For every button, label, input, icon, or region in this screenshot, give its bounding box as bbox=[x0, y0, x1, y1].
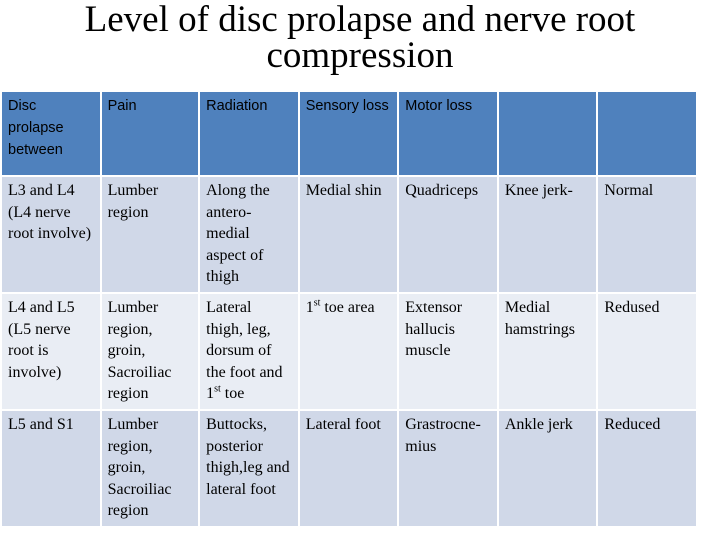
nerve-root-table bbox=[0, 90, 698, 528]
slide-title-line-2: compression bbox=[266, 35, 454, 76]
cell-pain: Lumber region bbox=[102, 177, 199, 292]
cell-motor-loss: Extensor hallucis muscle bbox=[399, 294, 497, 409]
cell-reflex: Medial hamstrings bbox=[499, 294, 597, 409]
header-reflex bbox=[499, 92, 597, 175]
header-radiation: Radiation bbox=[200, 92, 298, 175]
table-row bbox=[2, 411, 696, 526]
cell-reflex: Knee jerk- bbox=[499, 177, 597, 292]
sensory-text-end: toe area bbox=[320, 298, 375, 316]
cell-sensory-loss: Medial shin bbox=[300, 177, 398, 292]
cell-status: Normal bbox=[598, 177, 696, 292]
ordinal-suffix: st bbox=[313, 297, 321, 309]
cell-level: L3 and L4 (L4 nerve root involve) bbox=[2, 177, 100, 292]
cell-pain: Lumber region, groin, Sacroiliac region bbox=[102, 294, 199, 409]
cell-sensory-loss: Lateral foot bbox=[300, 411, 398, 526]
cell-radiation bbox=[200, 294, 298, 409]
cell-pain: Lumber region, groin, Sacroiliac region bbox=[102, 411, 199, 526]
cell-radiation: Along the antero-medial aspect of thigh bbox=[200, 177, 298, 292]
header-sensory-loss: Sensory loss bbox=[300, 92, 398, 175]
cell-motor-loss: Quadriceps bbox=[399, 177, 497, 292]
cell-sensory-loss bbox=[300, 294, 398, 409]
header-pain: Pain bbox=[102, 92, 199, 175]
radiation-text-end: toe bbox=[220, 385, 245, 403]
cell-radiation: Buttocks, posterior thigh,leg and lateral foot bbox=[200, 411, 298, 526]
cell-motor-loss: Grastrocne-mius bbox=[399, 411, 497, 526]
cell-reflex: Ankle jerk bbox=[499, 411, 597, 526]
table-header-row bbox=[2, 92, 696, 175]
sensory-text: 1 bbox=[305, 298, 314, 316]
ordinal-suffix: st bbox=[214, 384, 221, 396]
cell-level: L5 and S1 bbox=[2, 411, 100, 526]
cell-level: L4 and L5 (L5 nerve root is involve) bbox=[2, 294, 100, 409]
table-row bbox=[2, 177, 696, 292]
cell-status: Redused bbox=[598, 294, 696, 409]
table-row bbox=[2, 294, 696, 409]
header-motor-loss: Motor loss bbox=[399, 92, 497, 175]
header-status bbox=[598, 92, 696, 175]
cell-status: Reduced bbox=[598, 411, 696, 526]
header-disc-prolapse: Disc prolapse between bbox=[2, 92, 100, 175]
radiation-text: Lateral thigh, leg, dorsum of the foot and 1 bbox=[206, 298, 283, 403]
slide-title-line-1: Level of disc prolapse and nerve root bbox=[84, 0, 636, 40]
slide-title bbox=[0, 2, 720, 74]
